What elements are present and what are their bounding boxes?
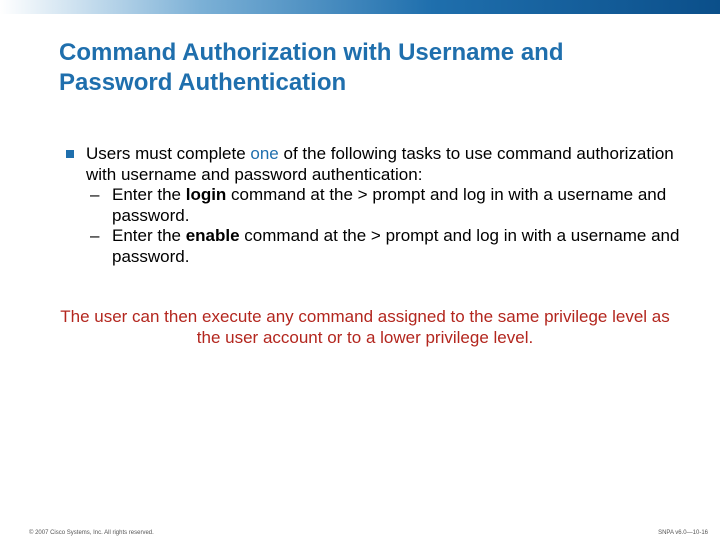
dash-bullet-icon: – [90, 185, 100, 204]
privilege-note: The user can then execute any command assigned to the same privilege level as the user account or to a lower privilege level. [60, 307, 670, 347]
page-number-footer: SNPA v6.0—10-16 [658, 530, 708, 536]
subbullet-enable [66, 226, 706, 267]
subbullet-text-before: Enter the [112, 226, 186, 245]
slide-title [59, 38, 699, 98]
subbullet-text-after: command at the > prompt and log in with a username and password. [112, 185, 667, 225]
bullet-list [66, 144, 706, 267]
copyright-footer: © 2007 Cisco Systems, Inc. All rights reserved. [29, 530, 154, 536]
slide-title-line-1: Command Authorization with Username and [59, 39, 564, 66]
bullet-item [66, 144, 706, 185]
dash-bullet-icon: – [90, 226, 100, 245]
slide-title-line-2: Password Authentication [59, 69, 347, 96]
header-gradient-bar [0, 0, 720, 14]
square-bullet-icon [66, 150, 74, 158]
subbullet-text-after: command at the > prompt and log in with a username and password. [112, 226, 680, 266]
keyword-enable: enable [185, 226, 240, 245]
subbullet-text-before: Enter the [112, 185, 186, 204]
subbullet-login [66, 185, 706, 226]
bullet-highlight-one: one [250, 144, 279, 163]
keyword-login: login [185, 185, 227, 204]
bullet-text-before: Users must complete [86, 144, 251, 163]
bullet-text-after: of the following tasks to use command authorization with username and password authentication: [86, 144, 674, 184]
